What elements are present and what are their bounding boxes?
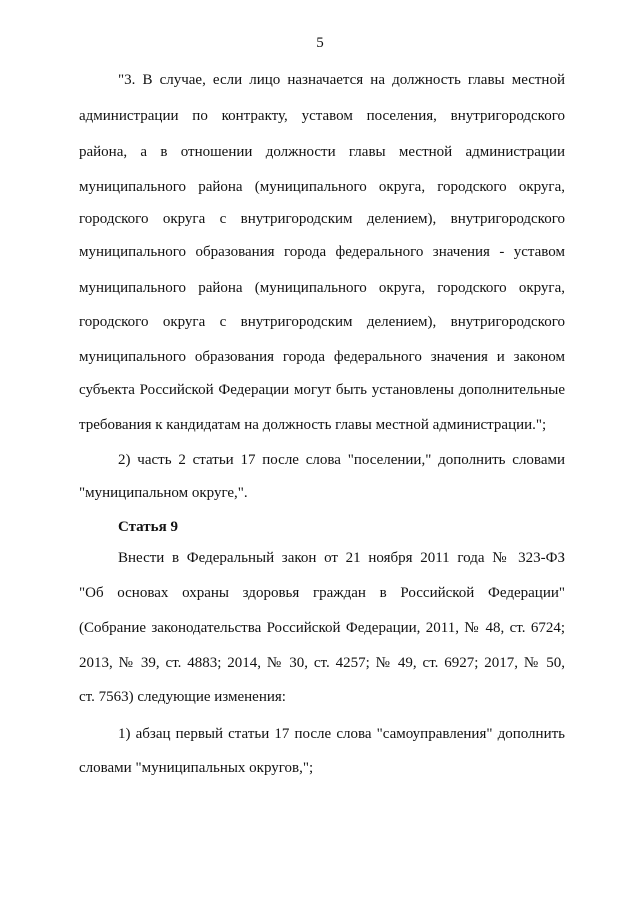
- text-line: района, а в отношении должности главы местной администрации: [79, 144, 565, 160]
- text-line: администрации по контракту, уставом поселения, внутригородского: [79, 108, 565, 124]
- text-line: 2013, № 39, ст. 4883; 2014, № 30, ст. 4257; № 49, ст. 6927; 2017, № 50,: [79, 655, 565, 671]
- text-line: муниципального района (муниципального округа, городского округа,: [79, 280, 565, 296]
- text-line: ст. 7563) следующие изменения:: [79, 689, 286, 705]
- text-line: "муниципальном округе,".: [79, 485, 248, 501]
- text-line: городского округа с внутригородским делением), внутригородского: [79, 211, 565, 227]
- text-line: муниципального образования города федерального значения - уставом: [79, 244, 565, 260]
- page-number: 5: [316, 35, 324, 51]
- text-line: городского округа с внутригородским делением), внутригородского: [79, 314, 565, 330]
- article-heading: Статья 9: [118, 519, 178, 535]
- text-line: (Собрание законодательства Российской Федерации, 2011, № 48, ст. 6724;: [79, 620, 565, 636]
- text-line: требования к кандидатам на должность главы местной администрации.";: [79, 417, 547, 433]
- text-line: субъекта Российской Федерации могут быть установлены дополнительные: [79, 382, 565, 398]
- text-line: Внести в Федеральный закон от 21 ноября 2011 года № 323-ФЗ: [118, 550, 565, 566]
- text-line: муниципального района (муниципального округа, городского округа,: [79, 179, 565, 195]
- text-line: "Об основах охраны здоровья граждан в Российской Федерации": [79, 585, 565, 601]
- text-line: 2) часть 2 статьи 17 после слова "поселении," дополнить словами: [118, 452, 565, 468]
- text-line: муниципального образования города федерального значения и законом: [79, 349, 565, 365]
- text-line: словами "муниципальных округов,";: [79, 760, 314, 776]
- text-line: 1) абзац первый статьи 17 после слова "самоуправления" дополнить: [118, 726, 565, 742]
- text-line: "3. В случае, если лицо назначается на должность главы местной: [118, 72, 565, 88]
